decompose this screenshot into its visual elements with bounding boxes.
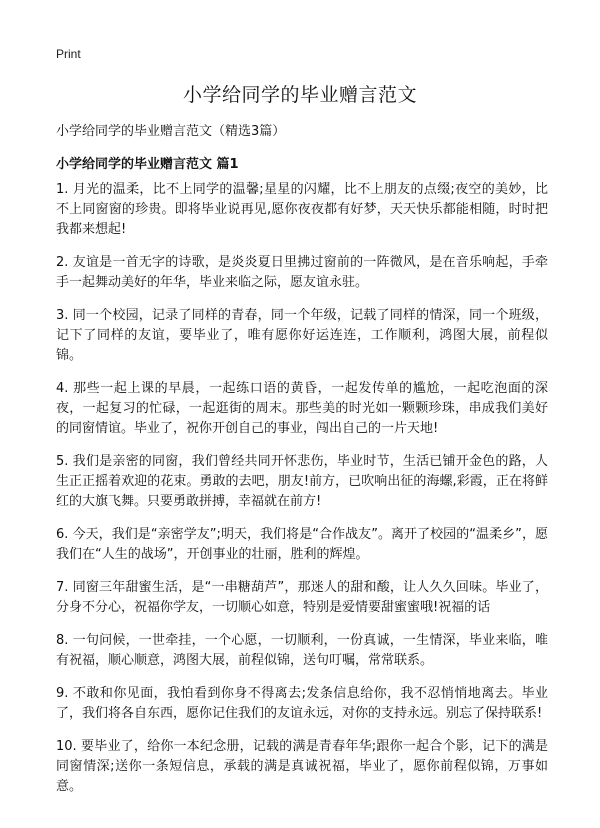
document-subtitle: 小学给同学的毕业赠言范文（精选3篇） xyxy=(56,124,286,139)
paragraph-9: 9. 不敢和你见面，我怕看到你身不得离去;发条信息给你，我不忍悄悄地离去。毕业了，我们将各自东西，愿你记住我们的友谊永远，对你的支持永远。别忘了保持联系! xyxy=(56,686,548,721)
paragraph-3: 3. 同一个校园，记录了同样的青春，同一个年级，记载了同样的情深，同一个班级，记下了同样的友谊，要毕业了，唯有愿你好运连连，工作顺利，鸿图大展，前程似锦。 xyxy=(56,308,548,363)
paragraph-5: 5. 我们是亲密的同窗，我们曾经共同开怀悲伤，毕业时节，生活已铺开金色的路，人生正正摇着欢迎的花束。勇敢的去吧，朋友!前方，已吹响出征的海螺,彩霞，正在将鲜红的大旗飞舞。只要勇敢拼搏，幸福就在前方! xyxy=(56,454,548,509)
print-label: Print xyxy=(56,47,81,61)
paragraph-list xyxy=(56,180,548,810)
paragraph-10: 10. 要毕业了，给你一本纪念册，记载的满是青春年华;跟你一起合个影，记下的满是同窗情深;送你一条短信息，承载的满是真诚祝福，毕业了，愿你前程似锦，万事如意。 xyxy=(56,739,548,794)
paragraph-7: 7. 同窗三年甜蜜生活，是“一串糖葫芦”，那迷人的甜和酸，让人久久回味。毕业了，分身不分心，祝福你学友，一切顺心如意，特别是爱情要甜蜜蜜哦!祝福的话 xyxy=(56,580,548,615)
paragraph-8: 8. 一句问候，一世牵挂，一个心愿，一切顺利，一份真诚，一生情深，毕业来临，唯有祝福，顺心顺意，鸿图大展，前程似锦，送句叮嘱，常常联系。 xyxy=(56,633,548,668)
section-heading: 小学给同学的毕业赠言范文 篇1 xyxy=(56,157,239,172)
document-title: 小学给同学的毕业赠言范文 xyxy=(182,84,417,106)
paragraph-6: 6. 今天，我们是“亲密学友”;明天，我们将是“合作战友”。离开了校园的“温柔乡”，愿我们在“人生的战场”，开创事业的壮丽，胜利的辉煌。 xyxy=(56,527,548,562)
paragraph-1: 1. 月光的温柔，比不上同学的温馨;星星的闪耀，比不上朋友的点缀;夜空的美妙，比不上同窗窗的珍贵。即将毕业说再见,愿你夜夜都有好梦，天天快乐都能相随，时时把我都来想起! xyxy=(56,182,548,237)
paragraph-2: 2. 友谊是一首无字的诗歌，是炎炎夏日里拂过窗前的一阵微风，是在音乐响起，手牵手一起舞动美好的年华，毕业来临之际，愿友谊永驻。 xyxy=(56,255,548,290)
paragraph-4: 4. 那些一起上课的早晨，一起练口语的黄昏，一起发传单的尴尬，一起吃泡面的深夜，一起复习的忙碌，一起逛街的周末。那些美的时光如一颗颗珍珠，串成我们美好的同窗情谊。毕业了，祝你开创自己的事业，闯出自己的一片天地! xyxy=(56,381,548,436)
